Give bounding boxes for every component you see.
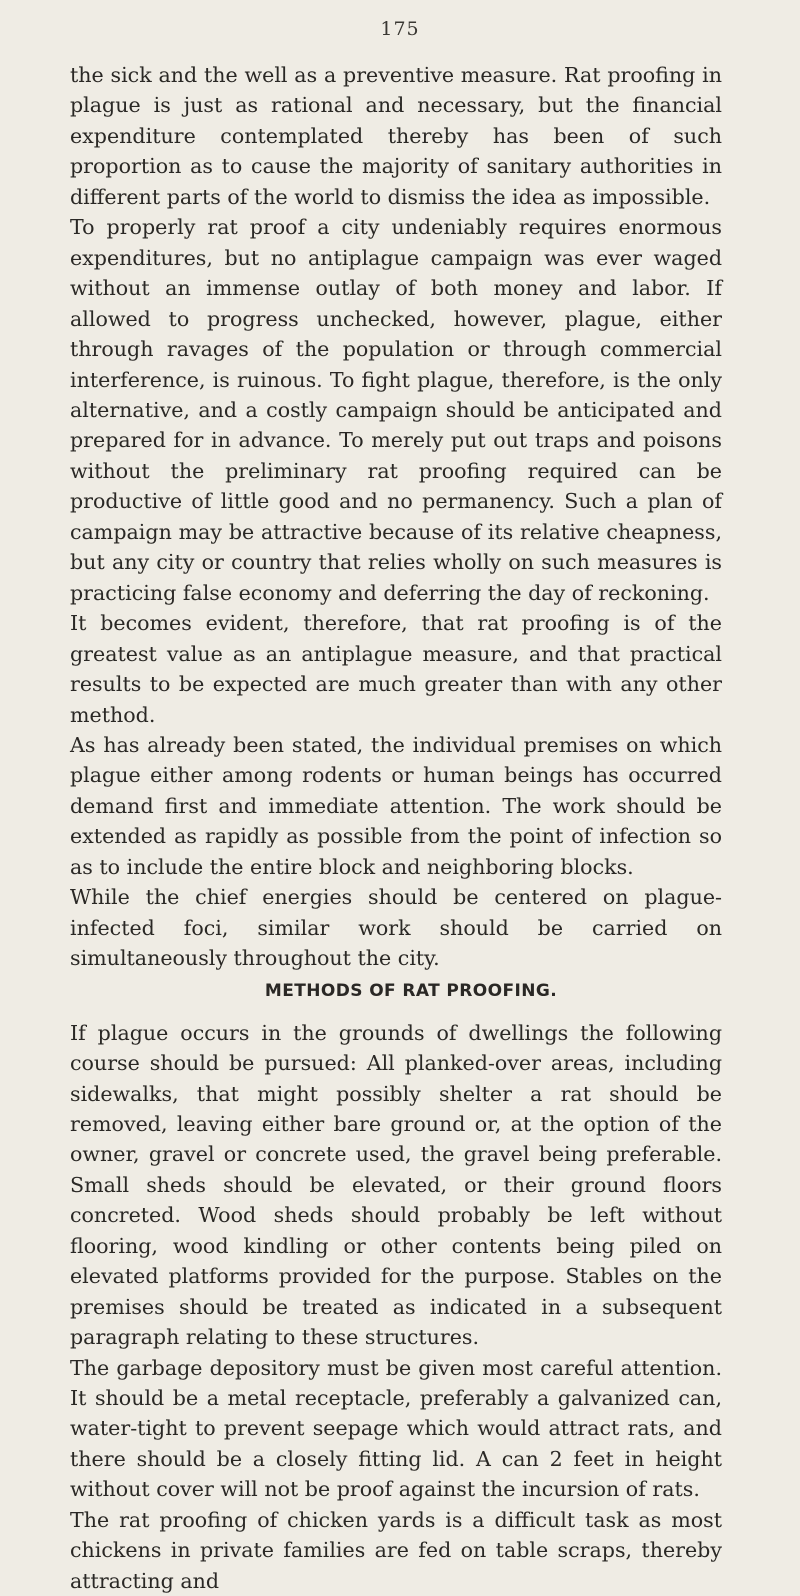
paragraph: It becomes evident, therefore, that rat proofing is of the greatest value as an antiplague measure, and that practical results to be expected are much greater than with any other method. (70, 611, 722, 727)
paragraph: If plague occurs in the grounds of dwellings the following course should be pursued: All planked-over areas, including sidewalks, that might possibly shelter a rat should be removed, leaving either bare ground or, at the option of the owner, gravel or concrete used, the gravel being preferable. Small sheds should be elevated, or their ground floors concreted. Wood sheds should probably be left without flooring, wood kindling or other contents being piled on elevated platforms provided for the purpose. Stables on the premises should be treated as indicated in a subsequent paragraph relating to these structures. (70, 1020, 722, 1350)
paragraph: The rat proofing of chicken yards is a difficult task as most chickens in private families are fed on table scraps, thereby attracting and (70, 1507, 722, 1593)
body-text (70, 60, 722, 1596)
paragraph: The garbage depository must be given most careful attention. It should be a metal receptacle, preferably a galvanized can, water-tight to prevent seepage which would attract rats, and there should be a closely fitting lid. A can 2 feet in height without cover will not be proof against the incursion of rats. (70, 1355, 722, 1502)
section-heading: METHODS OF RAT PROOFING. (264, 980, 558, 1001)
paragraph: While the chief energies should be centered on plague-infected foci, similar work should be carried on simultaneously throughout the city. (70, 885, 722, 971)
paragraph: To properly rat proof a city undeniably requires enormous expenditures, but no antiplague campaign was ever waged without an immense outlay of both money and labor. If allowed to progress unchecked, however, plague, either through ravages of the population or through commercial interference, is ruinous. To fight plague, therefore, is the only alternative, and a costly campaign should be anticipated and prepared for in advance. To merely put out traps and poisons without the preliminary rat proofing required can be productive of little good and no permanency. Such a plan of campaign may be attractive because of its relative cheapness, but any city or country that relies wholly on such measures is practicing false economy and deferring the day of reckoning. (70, 215, 722, 605)
paragraph: As has already been stated, the individual premises on which plague either among rodents or human beings has occurred demand first and immediate attention. The work should be extended as rapidly as possible from the point of infection so as to include the entire block and neighboring blocks. (70, 732, 722, 879)
paragraph: the sick and the well as a preventive measure. Rat proofing in plague is just as rational and necessary, but the financial expenditure contemplated thereby has been of such proportion as to cause the majority of sanitary authorities in different parts of the world to dismiss the idea as impossible. (70, 63, 722, 209)
heading-spacer (70, 1008, 722, 1018)
page-number: 175 (380, 18, 420, 40)
